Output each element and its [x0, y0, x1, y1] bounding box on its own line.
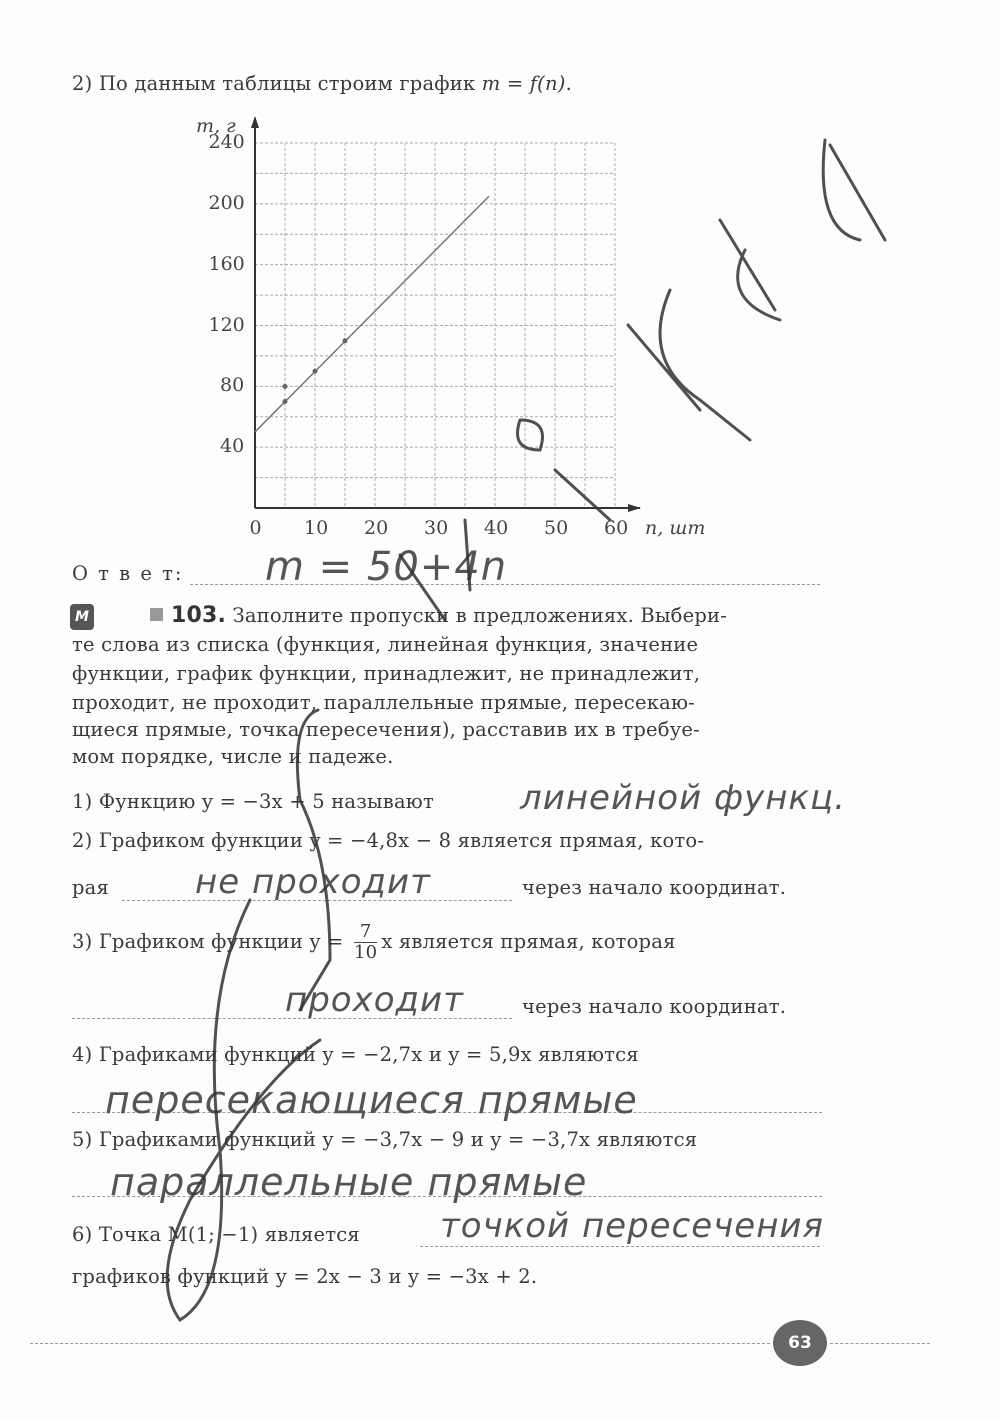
x-tick-label: 20 — [364, 517, 389, 539]
item-4-answer: пересекающиеся прямые — [105, 1078, 638, 1122]
item-2: 2) Графиком функции y = −4,8x − 8 является прямая, кото- — [72, 829, 705, 852]
x-tick-label: 60 — [604, 517, 629, 539]
task-line: проходит, не проходит, параллельные прямые, пересекаю- — [72, 691, 695, 714]
item-1-answer: линейной функц. — [520, 778, 846, 818]
y-tick-label: 200 — [208, 191, 245, 214]
y-tick-label: 120 — [208, 313, 245, 336]
task-line: те слова из списка (функция, линейная функция, значение — [72, 633, 699, 656]
scribble-stroke — [400, 470, 610, 620]
answer-label: О т в е т: — [72, 562, 184, 585]
item-6: 6) Точка M(1; −1) является — [72, 1223, 360, 1246]
scribble-stroke — [720, 220, 780, 320]
task-text: Заполните пропуски в предложениях. Выбери- — [232, 604, 728, 627]
scribble-stroke — [823, 140, 885, 240]
m-badge-icon: М — [70, 604, 94, 630]
item-2-cont: рая — [72, 876, 110, 899]
y-tick-label: 160 — [208, 252, 245, 275]
task-number: 103. — [171, 603, 227, 628]
item-4: 4) Графиками функций y = −2,7x и y = 5,9x являются — [72, 1043, 639, 1066]
item-5: 5) Графиками функций y = −3,7x − 9 и y = −3,7x являются — [72, 1128, 698, 1151]
x-tick-label: 50 — [544, 517, 569, 539]
item-3-after: через начало координат. — [522, 995, 787, 1018]
y-tick-label: 240 — [208, 131, 245, 153]
item-3-suffix: x является прямая, которая — [381, 930, 676, 953]
intro-formula: m = f(n) — [481, 72, 566, 95]
item-3-text: 3) Графиком функции y = — [72, 930, 350, 953]
task-line: щиеся прямые, точка пересечения), расставив их в требуе- — [72, 718, 700, 741]
y-tick-label: 40 — [220, 435, 245, 458]
intro-suffix: . — [565, 72, 572, 95]
intro-text: 2) По данным таблицы строим график — [72, 72, 482, 95]
item-3-answer: проходит — [285, 980, 464, 1020]
answer-handwritten: m = 50+4n — [265, 544, 508, 590]
item-2-answer: не проходит — [195, 862, 431, 902]
scribble-stroke — [167, 900, 320, 1320]
item-2-after: через начало координат. — [522, 876, 787, 899]
scribble-stroke — [297, 710, 330, 1010]
x-tick-label: 0 — [249, 517, 262, 539]
item-6-answer: точкой пересечения — [440, 1206, 824, 1246]
page-number: 63 — [773, 1320, 827, 1366]
item-1: 1) Функцию y = −3x + 5 называют — [72, 790, 434, 813]
item-5-answer: параллельные прямые — [110, 1160, 588, 1204]
x-axis-label: n, шт — [645, 517, 706, 539]
numerator: 7 — [354, 922, 377, 943]
x-tick-label: 30 — [424, 517, 449, 539]
item-6-cont: графиков функций y = 2x − 3 и y = −3x + 2. — [72, 1265, 538, 1288]
task-line: функции, график функции, принадлежит, не принадлежит, — [72, 662, 701, 685]
scribble-stroke — [628, 290, 750, 440]
denominator: 10 — [354, 942, 378, 963]
x-tick-label: 40 — [484, 517, 509, 539]
y-axis-label: m, г — [196, 115, 236, 137]
y-tick-label: 80 — [220, 374, 245, 397]
scribble-stroke — [518, 420, 543, 450]
x-tick-label: 10 — [304, 517, 329, 539]
task-line: мом порядке, числе и падеже. — [72, 745, 394, 768]
